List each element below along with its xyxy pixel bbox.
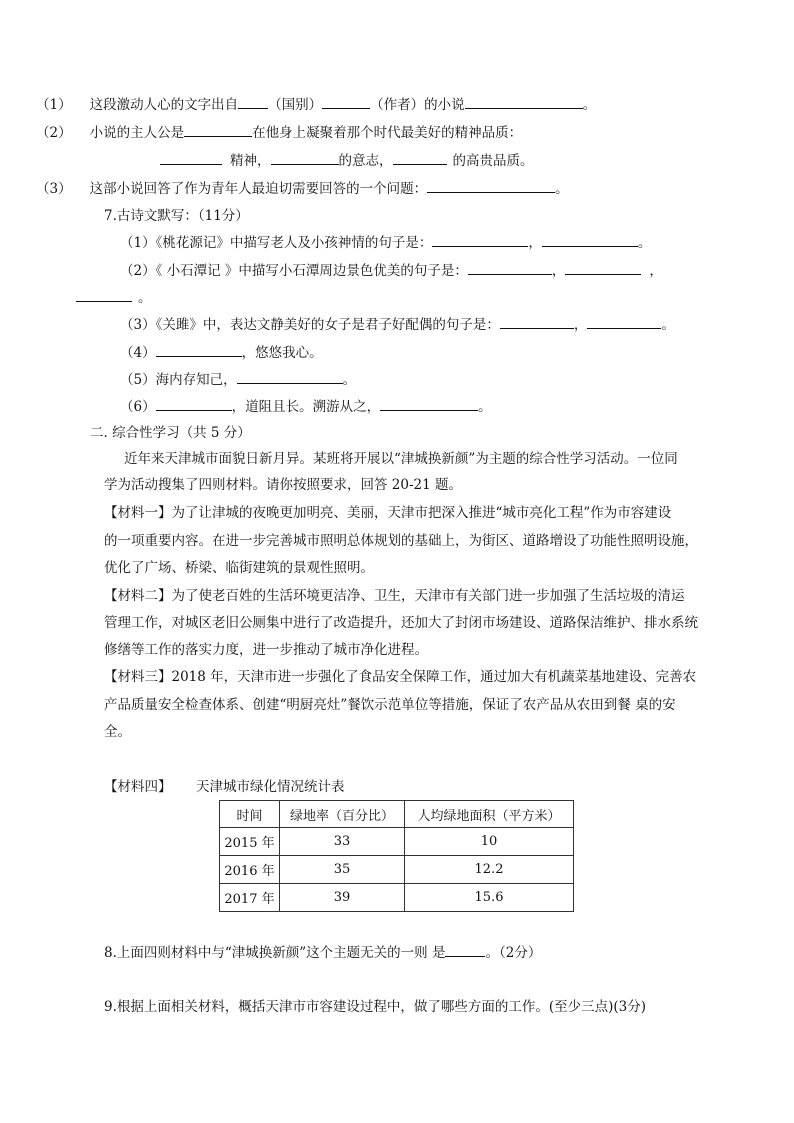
blank[interactable] (393, 151, 447, 165)
cell-year: 2015 年 (220, 828, 280, 856)
blank[interactable] (238, 95, 268, 109)
q7-item-2: （2）《 小石潭记 》中描写小石潭周边景色优美的句子是： ， ， (120, 263, 663, 279)
q7-title: 7.古诗文默写：（11分） (104, 208, 249, 224)
blank[interactable] (156, 397, 232, 411)
q7-item-2-cont: 。 (76, 288, 152, 307)
greening-stats-table (219, 800, 574, 912)
table-row (220, 884, 574, 912)
material-1-line-1: 【材料一】为了让津城的夜晚更加明亮、美丽，天津市把深入推进“城市亮化工程”作为市容建设 (104, 505, 672, 521)
cell-rate: 39 (280, 884, 405, 912)
material-3-line-2: 产品质量安全检查体系、创建“明厨亮灶”餐饮示范单位等措施，保证了农产品从农田到餐 桌的安 (104, 697, 676, 713)
table-row (220, 828, 574, 856)
header-green-rate: 绿地率（百分比） (280, 801, 405, 828)
cell-year: 2017 年 (220, 884, 280, 912)
blank[interactable] (542, 233, 638, 247)
blank[interactable] (237, 370, 343, 384)
q6-sub2-line2: 精神， 的意志， 的高贵品质。 (160, 151, 534, 170)
cell-area: 15.6 (405, 884, 574, 912)
cell-year: 2016 年 (220, 856, 280, 884)
blank[interactable] (322, 95, 370, 109)
q7-item-6: （6） ，道阻且长。溯游从之， 。 (120, 399, 492, 415)
table-row (220, 856, 574, 884)
blank[interactable] (271, 151, 339, 165)
blank[interactable] (184, 123, 252, 137)
blank[interactable] (156, 343, 242, 357)
blank[interactable] (565, 261, 641, 275)
q7-item-3: （3）《关雎》中，表达文静美好的女子是君子好配偶的句子是： ， 。 (120, 317, 675, 333)
material-2-line-2: 管理工作，对城区老旧公厕集中进行了改造提升，还加大了封闭市场建设、道路保洁维护、排水系统 (104, 615, 698, 631)
blank[interactable] (160, 151, 222, 165)
blank[interactable] (380, 397, 478, 411)
q6-sub3: （3） 这部小说回答了作为青年人最迫切需要回答的一个问题： 。 (36, 181, 569, 197)
q7-item-5: （5）海内存知己， 。 (120, 372, 357, 388)
blank[interactable] (587, 315, 661, 329)
material-3-line-3: 全。 (104, 724, 131, 740)
blank[interactable] (427, 179, 555, 193)
cell-rate: 35 (280, 856, 405, 884)
cell-rate: 33 (280, 828, 405, 856)
blank[interactable] (76, 288, 132, 302)
question-8: 8.上面四则材料中与“津城换新颜”这个主题无关的一则 是 。（2分） (104, 945, 542, 961)
material-1-line-2: 的一项重要内容。在进一步完善城市照明总体规划的基础上，为街区、道路增设了功能性照明设施， (104, 533, 698, 549)
material-2-line-1: 【材料二】为了使老百姓的生活环境更洁净、卫生，天津市有关部门进一步加强了生活垃圾的清运 (104, 588, 685, 604)
intro-line-1: 近年来天津城市面貌日新月异。某班将开展以“津城换新颜”为主题的综合性学习活动。一位同 (124, 451, 678, 467)
header-per-capita: 人均绿地面积（平方米） (405, 801, 574, 828)
material-1-line-3: 优化了广场、桥梁、临街建筑的景观性照明。 (104, 560, 374, 576)
q6-sub2: （2） 小说的主人公是 在他身上凝聚着那个时代最美好的精神品质： (36, 125, 523, 141)
section-title: 二. 综合性学习（共 5 分） (90, 425, 251, 441)
material-2-line-3: 修缮等工作的落实力度，进一步推动了城市净化进程。 (104, 642, 428, 658)
cell-area: 12.2 (405, 856, 574, 884)
table-header-row (220, 801, 574, 828)
header-time: 时间 (220, 801, 280, 828)
q6-sub1: （1） 这段激动人心的文字出自 （国别） （作者）的小说 。 (36, 97, 597, 113)
cell-area: 10 (405, 828, 574, 856)
blank[interactable] (432, 233, 528, 247)
q7-item-1: （1）《桃花源记》中描写老人及小孩神情的句子是： ， 。 (120, 235, 652, 251)
answer-blank[interactable] (445, 943, 485, 957)
intro-line-2: 学为活动搜集了四则材料。请你按照要求，回答 20-21 题。 (104, 477, 462, 493)
material-4-label: 【材料四】 (104, 779, 172, 795)
question-9: 9.根据上面相关材料，概括天津市市容建设过程中，做了哪些方面的工作。(至少三点)(3分) (104, 999, 647, 1015)
material-3-line-1: 【材料三】2018 年，天津市进一步强化了食品安全保障工作，通过加大有机蔬菜基地建设、完善农 (104, 669, 697, 685)
q7-item-4: （4） ，悠悠我心。 (120, 345, 323, 361)
blank[interactable] (465, 95, 583, 109)
blank[interactable] (468, 261, 552, 275)
blank[interactable] (500, 315, 574, 329)
table-title: 天津城市绿化情况统计表 (196, 779, 345, 795)
